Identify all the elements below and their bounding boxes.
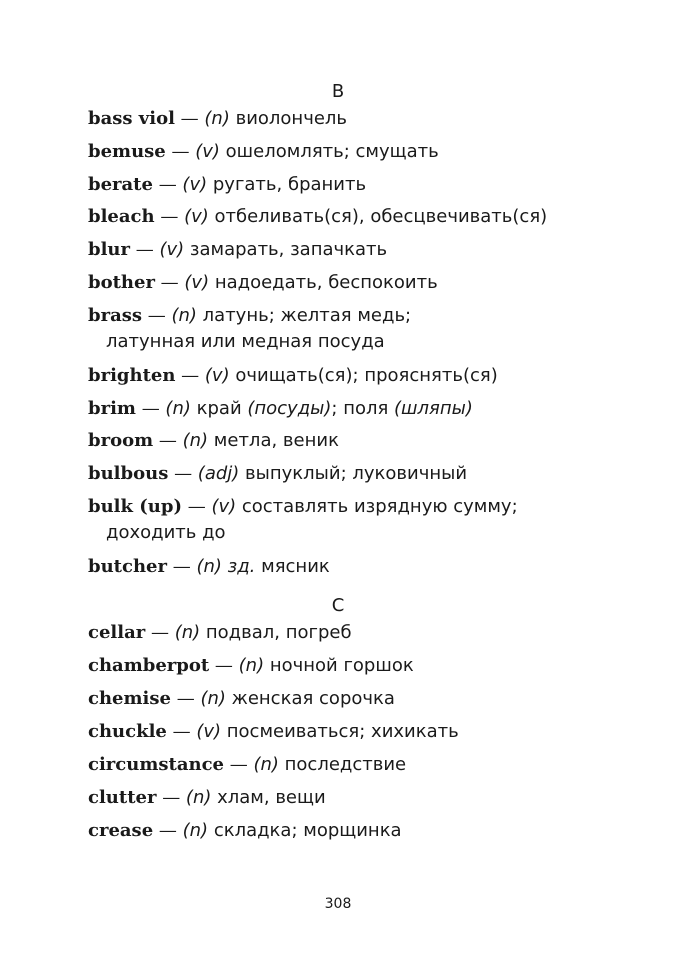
headword: clutter: [88, 787, 157, 808]
dash: —: [174, 463, 193, 484]
headword: bleach: [88, 206, 155, 227]
entry-butcher: [88, 554, 608, 580]
headword: bass viol: [88, 108, 175, 129]
entry-bulk-up: [88, 494, 608, 546]
entry-blur: [88, 237, 608, 263]
entry-brighten: [88, 363, 608, 389]
section-letter-b: B: [331, 81, 345, 102]
dash: —: [147, 305, 166, 326]
definition-note: (посуды): [247, 398, 332, 419]
part-of-speech: (v): [196, 721, 222, 742]
definition-continuation: доходить до: [106, 522, 226, 543]
headword: bulk (up): [88, 496, 182, 517]
part-of-speech: (n): [182, 430, 209, 451]
definition: ругать, бранить: [212, 174, 367, 195]
entry-clutter: [88, 785, 608, 811]
part-of-speech: (n): [253, 754, 279, 775]
definition: ошеломлять; смущать: [225, 141, 439, 162]
part-of-speech: (v): [184, 272, 210, 293]
definition: надоедать, беспокоить: [214, 272, 438, 293]
headword: chemise: [88, 688, 171, 709]
headword: chuckle: [88, 721, 167, 742]
definition: виолончель: [235, 108, 348, 129]
usage-note: зд.: [227, 556, 256, 577]
part-of-speech: (v): [204, 365, 230, 386]
entry-bulbous: [88, 461, 608, 487]
part-of-speech: (v): [159, 239, 185, 260]
definition: женская сорочка: [231, 688, 395, 709]
headword: berate: [88, 174, 153, 195]
dash: —: [180, 108, 199, 129]
entry-broom: [88, 428, 608, 454]
definition: складка; морщинка: [213, 820, 402, 841]
headword: cellar: [88, 622, 146, 643]
part-of-speech: (v): [211, 496, 237, 517]
definition-continuation: латунная или медная посуда: [106, 331, 385, 352]
dash: —: [176, 688, 195, 709]
headword: chamberpot: [88, 655, 210, 676]
dash: —: [160, 272, 179, 293]
definition: мясник: [261, 556, 330, 577]
section-letter-c: C: [331, 595, 345, 616]
headword: brighten: [88, 365, 176, 386]
dash: —: [171, 141, 190, 162]
dash: —: [229, 754, 248, 775]
headword: butcher: [88, 556, 167, 577]
part-of-speech: (n): [174, 622, 201, 643]
headword: bemuse: [88, 141, 166, 162]
dash: —: [158, 820, 177, 841]
definition: выпуклый; луковичный: [245, 463, 468, 484]
dash: —: [135, 239, 154, 260]
dash: —: [172, 556, 191, 577]
definition: подвал, погреб: [205, 622, 352, 643]
dash: —: [158, 174, 177, 195]
part-of-speech: (v): [184, 206, 209, 227]
part-of-speech: (n): [165, 398, 191, 419]
part-of-speech: (n): [185, 787, 212, 808]
headword: crease: [88, 820, 154, 841]
dash: —: [141, 398, 160, 419]
definition: хлам, вещи: [217, 787, 326, 808]
dash: —: [172, 721, 191, 742]
dash: —: [162, 787, 181, 808]
dash: —: [158, 430, 177, 451]
dash: —: [160, 206, 179, 227]
headword: bother: [88, 272, 155, 293]
part-of-speech: (n): [171, 305, 197, 326]
definition: отбеливать(ся), обесцвечивать(ся): [214, 206, 548, 227]
page-number: 308: [324, 896, 352, 912]
definition: посмеиваться; хихикать: [226, 721, 459, 742]
entry-bleach: [88, 204, 608, 230]
part-of-speech: (n): [204, 108, 230, 129]
part-of-speech: (v): [182, 174, 208, 195]
headword: broom: [88, 430, 154, 451]
entry-brim: [88, 396, 608, 422]
entry-cellar: [88, 620, 608, 646]
entry-crease: [88, 818, 608, 844]
entry-chamberpot: [88, 653, 608, 679]
entry-brass: [88, 303, 608, 355]
definition: ночной горшок: [269, 655, 414, 676]
definition: составлять изрядную сумму;: [241, 496, 518, 517]
part-of-speech: (n): [196, 556, 222, 577]
entry-bass-viol: [88, 106, 608, 132]
entry-chemise: [88, 686, 608, 712]
headword: blur: [88, 239, 130, 260]
headword: bulbous: [88, 463, 169, 484]
headword: brim: [88, 398, 136, 419]
part-of-speech: (n): [182, 820, 209, 841]
dash: —: [150, 622, 169, 643]
definition: последствие: [284, 754, 407, 775]
definition-part: край: [196, 398, 248, 419]
definition: метла, веник: [213, 430, 339, 451]
dash: —: [187, 496, 206, 517]
definition-note: (шляпы): [394, 398, 473, 419]
entry-bemuse: [88, 139, 608, 165]
entry-chuckle: [88, 719, 608, 745]
part-of-speech: (n): [200, 688, 226, 709]
entry-berate: [88, 172, 608, 198]
definition-part: ; поля: [331, 398, 395, 419]
definition: очищать(ся); прояснять(ся): [235, 365, 498, 386]
part-of-speech: (adj): [197, 463, 240, 484]
headword: brass: [88, 305, 142, 326]
definition: латунь; желтая медь;: [202, 305, 412, 326]
part-of-speech: (n): [238, 655, 265, 676]
definition: замарать, запачкать: [189, 239, 388, 260]
entry-circumstance: [88, 752, 608, 778]
part-of-speech: (v): [195, 141, 220, 162]
entry-bother: [88, 270, 608, 296]
dash: —: [181, 365, 200, 386]
dash: —: [214, 655, 233, 676]
headword: circumstance: [88, 754, 224, 775]
